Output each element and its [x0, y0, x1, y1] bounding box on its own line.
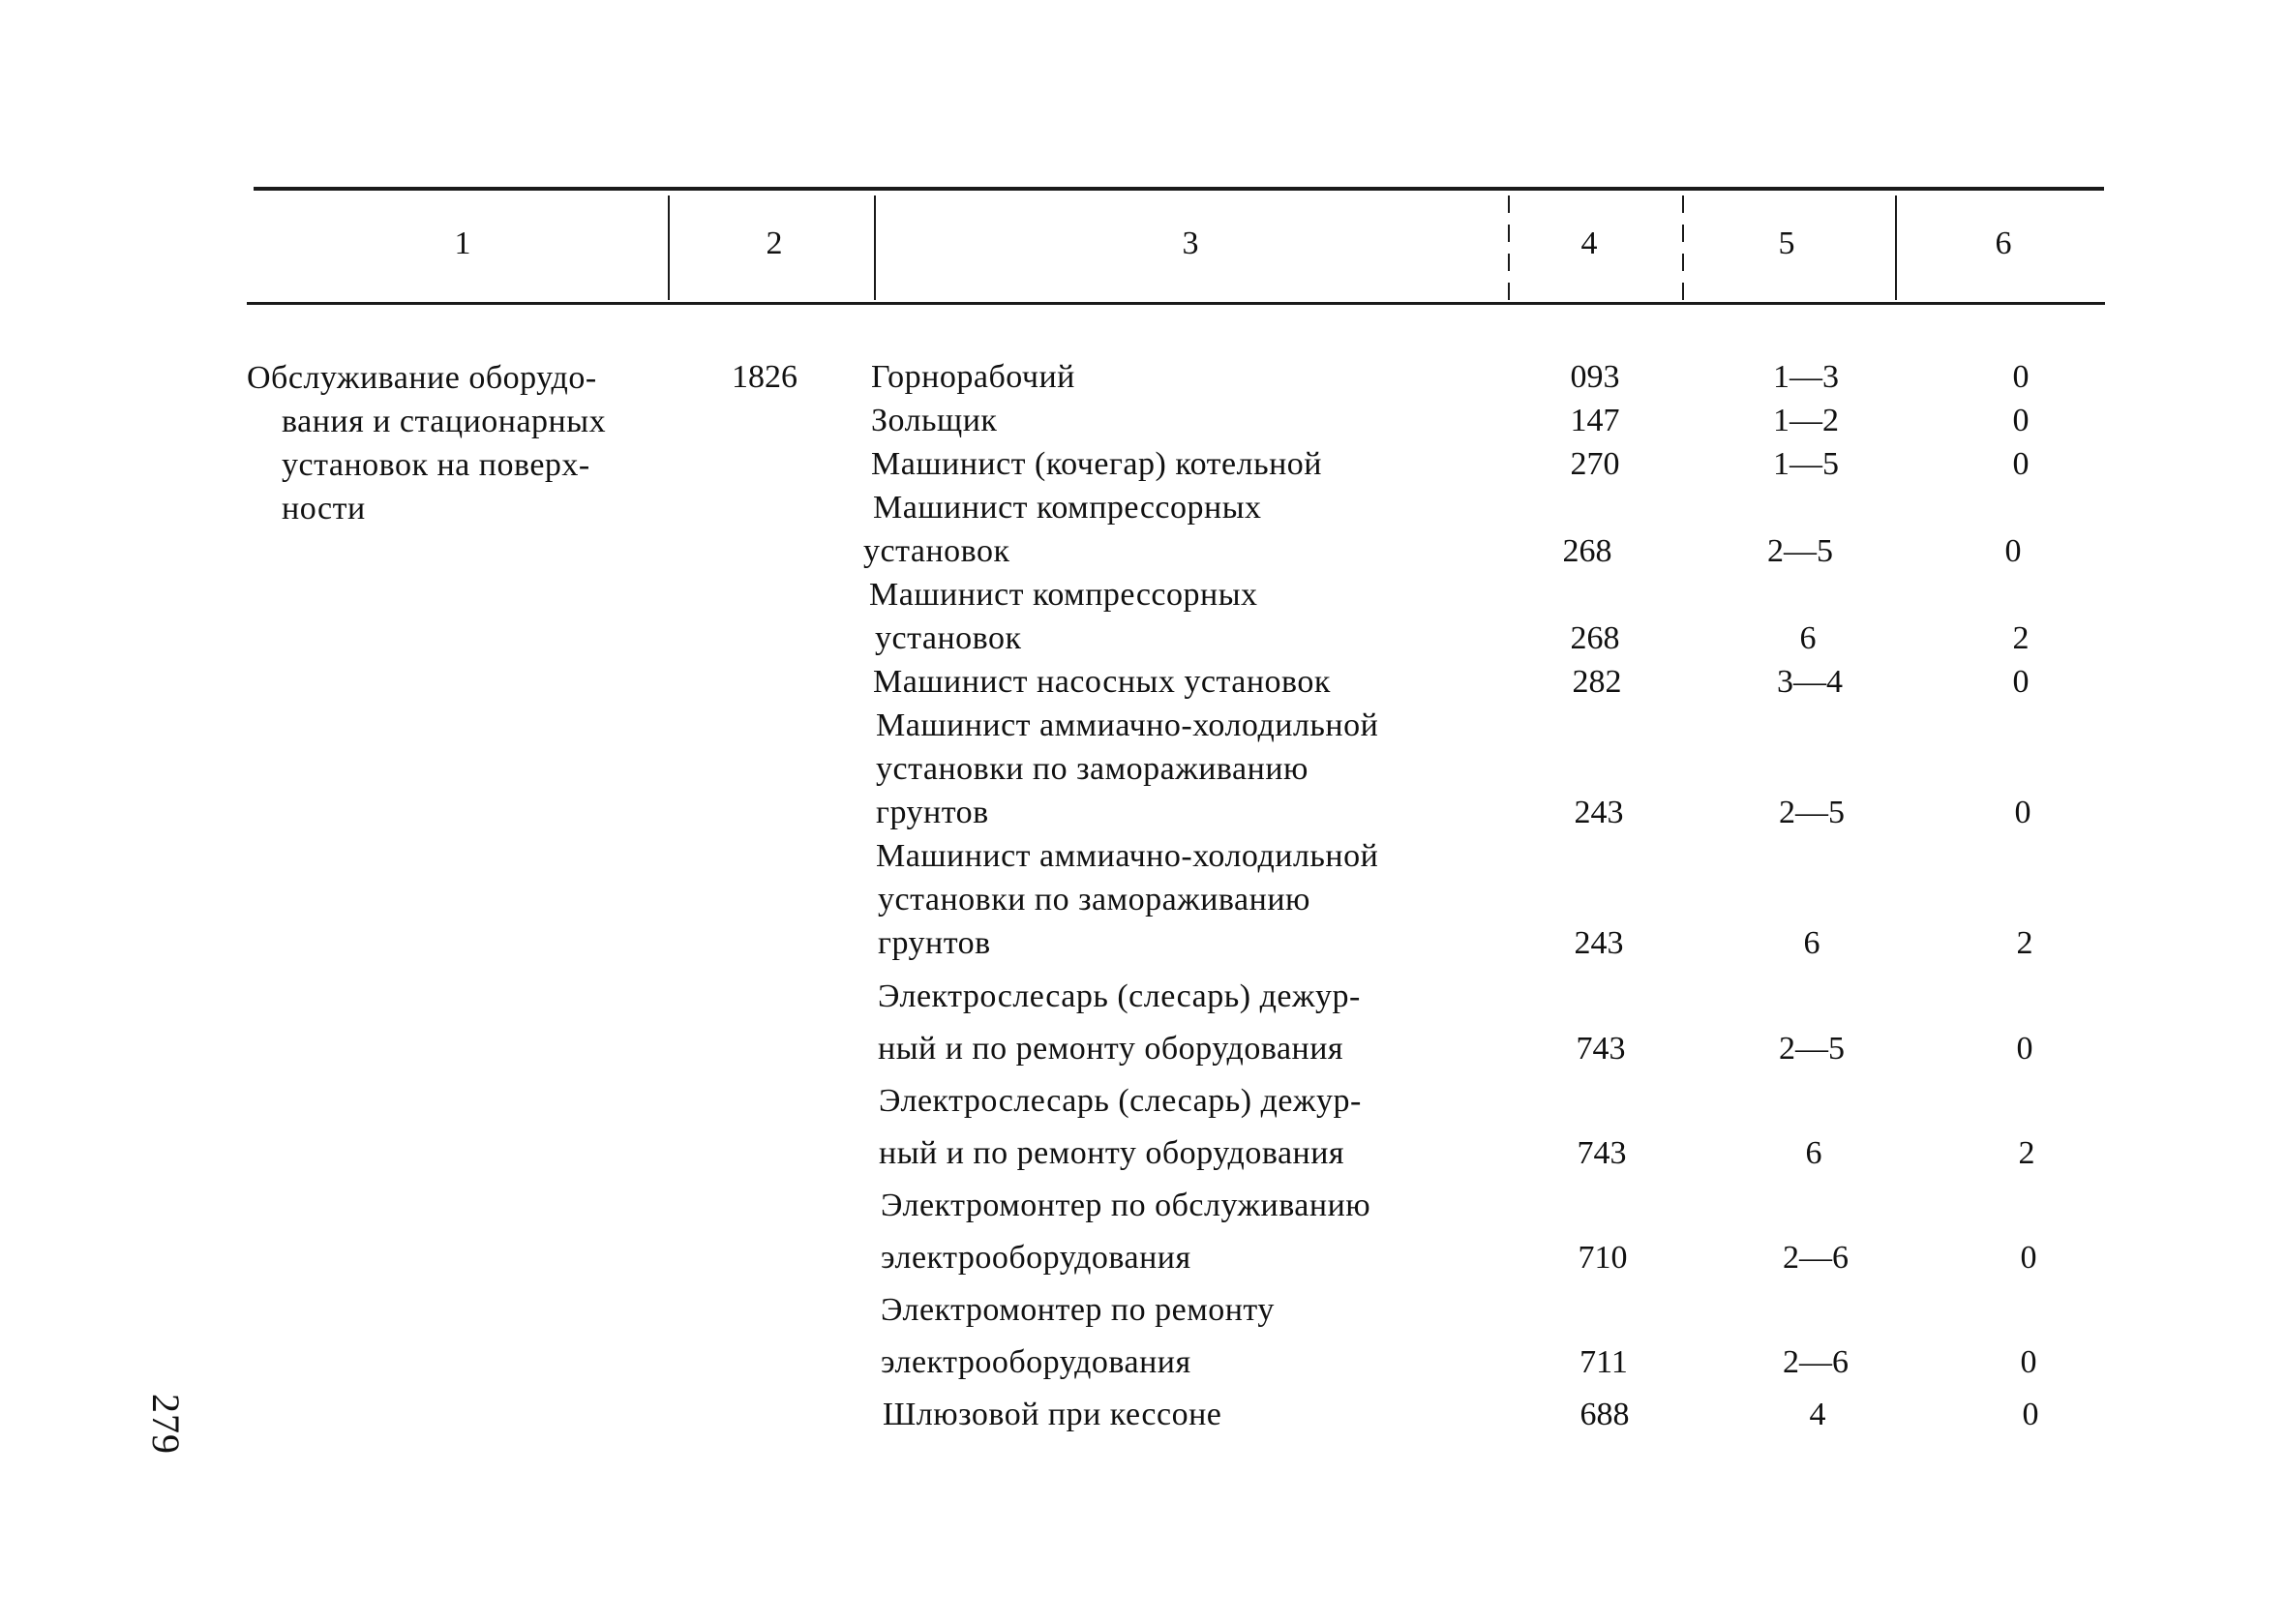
row-10-code: 710	[1578, 1240, 1628, 1276]
row-10-grade: 2—6	[1783, 1240, 1849, 1276]
column-divider-5	[1895, 195, 1897, 300]
row-5-extra: 0	[2012, 664, 2030, 700]
row-11-code: 711	[1579, 1344, 1628, 1380]
row-3-line-1: установок	[863, 533, 1010, 569]
row-0-extra: 0	[2012, 359, 2030, 395]
category-line-4: ности	[282, 491, 366, 526]
row-9-grade: 6	[1805, 1135, 1822, 1171]
row-6-line-0: Машинист аммиачно-холодильной	[876, 707, 1379, 743]
row-7-grade: 6	[1803, 925, 1820, 961]
row-10-line-0: Электромонтер по обслуживанию	[881, 1188, 1371, 1223]
row-6-code: 243	[1574, 795, 1624, 830]
row-0-code: 093	[1570, 359, 1620, 395]
header-col-6: 6	[1995, 226, 2012, 261]
row-12-extra: 0	[2022, 1397, 2039, 1432]
column-divider-2	[874, 195, 876, 300]
row-5-line-0: Машинист насосных установок	[873, 664, 1331, 700]
category-code: 1826	[732, 359, 797, 395]
row-2-grade: 1—5	[1773, 446, 1839, 482]
header-col-2: 2	[766, 226, 783, 261]
row-12-grade: 4	[1809, 1397, 1826, 1432]
row-2-line-0: Машинист (кочегар) котельной	[871, 446, 1322, 482]
row-7-line-0: Машинист аммиачно-холодильной	[876, 838, 1379, 874]
row-3-code: 268	[1562, 533, 1612, 569]
category-cell	[247, 356, 606, 530]
row-12-code: 688	[1579, 1397, 1630, 1432]
header-col-1: 1	[454, 226, 471, 261]
row-3-grade: 2—5	[1767, 533, 1833, 569]
category-line-2: вания и стационарных	[282, 404, 607, 439]
row-3-line-0: Машинист компрессорных	[873, 490, 1262, 526]
row-4-line-1: установок	[875, 620, 1022, 656]
row-5-grade: 3—4	[1777, 664, 1843, 700]
column-divider-4	[1682, 195, 1684, 300]
row-1-extra: 0	[2012, 403, 2030, 438]
page-number: 279	[144, 1394, 188, 1455]
row-8-line-0: Электрослесарь (слесарь) дежур-	[878, 978, 1361, 1014]
row-6-line-2: грунтов	[876, 795, 989, 830]
row-2-extra: 0	[2012, 446, 2030, 482]
row-7-extra: 2	[2016, 925, 2033, 961]
row-4-extra: 2	[2012, 620, 2030, 656]
row-1-code: 147	[1570, 403, 1620, 438]
row-9-line-1: ный и по ремонту оборудования	[879, 1135, 1345, 1171]
table-header-bottom-rule	[247, 302, 2105, 305]
row-10-line-1: электрооборудования	[881, 1240, 1191, 1276]
row-11-grade: 2—6	[1783, 1344, 1849, 1380]
header-col-5: 5	[1778, 226, 1795, 261]
row-7-line-1: установки по замораживанию	[878, 882, 1310, 917]
category-line-1: Обслуживание оборудо-	[247, 360, 597, 396]
row-8-grade: 2—5	[1779, 1031, 1845, 1067]
row-4-line-0: Машинист компрессорных	[869, 577, 1258, 613]
row-7-code: 243	[1574, 925, 1624, 961]
row-11-extra: 0	[2020, 1344, 2037, 1380]
row-8-code: 743	[1576, 1031, 1626, 1067]
row-1-line-0: Зольщик	[871, 403, 998, 438]
row-1-grade: 1—2	[1773, 403, 1839, 438]
column-divider-1	[668, 195, 670, 300]
table-top-rule	[254, 187, 2104, 191]
column-divider-3	[1508, 195, 1510, 300]
row-9-extra: 2	[2018, 1135, 2035, 1171]
row-6-line-1: установки по замораживанию	[876, 751, 1308, 787]
row-9-code: 743	[1577, 1135, 1627, 1171]
row-11-line-0: Электромонтер по ремонту	[881, 1292, 1275, 1328]
category-line-3: установок на поверх-	[282, 447, 590, 483]
row-11-line-1: электрооборудования	[881, 1344, 1191, 1380]
row-2-code: 270	[1570, 446, 1620, 482]
row-7-line-2: грунтов	[878, 925, 991, 961]
row-8-line-1: ный и по ремонту оборудования	[878, 1031, 1344, 1067]
row-0-line-0: Горнорабочий	[871, 359, 1075, 395]
row-10-extra: 0	[2020, 1240, 2037, 1276]
row-9-line-0: Электрослесарь (слесарь) дежур-	[879, 1083, 1362, 1119]
row-4-code: 268	[1570, 620, 1620, 656]
row-8-extra: 0	[2016, 1031, 2033, 1067]
row-6-extra: 0	[2014, 795, 2031, 830]
row-3-extra: 0	[2004, 533, 2022, 569]
header-col-3: 3	[1182, 226, 1199, 261]
row-6-grade: 2—5	[1779, 795, 1845, 830]
row-5-code: 282	[1572, 664, 1622, 700]
row-4-grade: 6	[1799, 620, 1817, 656]
row-0-grade: 1—3	[1773, 359, 1839, 395]
row-12-line-0: Шлюзовой при кессоне	[883, 1397, 1222, 1432]
header-col-4: 4	[1580, 226, 1598, 261]
